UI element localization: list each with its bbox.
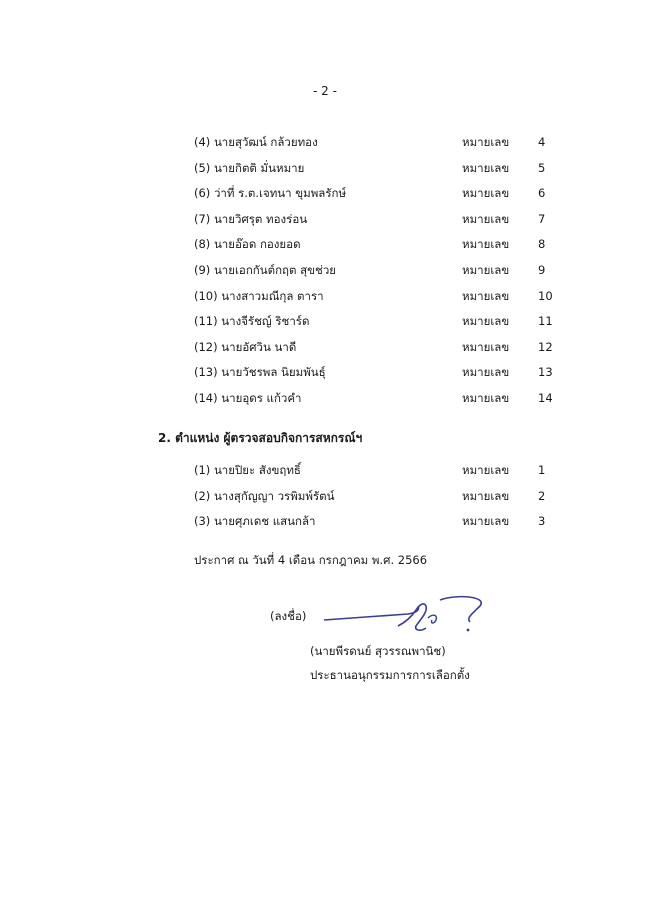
candidate-number: 3	[538, 514, 546, 528]
list-item	[194, 363, 574, 381]
list-item	[194, 210, 574, 228]
candidate-name: (1) นายปิยะ สังขฤทธิ์	[194, 463, 301, 477]
list-item	[194, 287, 574, 305]
candidate-number: 10	[538, 288, 553, 303]
candidate-name: (5) นายกิตติ มั่นหมาย	[194, 160, 305, 175]
candidate-name: (7) นายวิศรุต ทองร่อน	[194, 211, 308, 226]
number-label: หมายเลข	[462, 288, 510, 303]
candidate-number: 11	[538, 314, 553, 329]
announcement-date: ประกาศ ณ วันที่ 4 เดือน กรกฎาคม พ.ศ. 2566	[194, 553, 428, 567]
candidate-number: 9	[538, 263, 546, 277]
list-item	[194, 389, 574, 407]
list-item	[194, 159, 574, 177]
signer-name: (นายพีรดนย์ สุวรรณพานิช)	[310, 644, 446, 658]
number-label: หมายเลข	[462, 135, 510, 149]
section-2-heading: 2. ตำแหน่ง ผู้ตรวจสอบกิจการสหกรณ์ฯ	[158, 431, 363, 445]
candidate-name: (6) ว่าที่ ร.ต.เจทนา ขุมพลรักษ์	[194, 186, 347, 201]
candidate-number: 13	[538, 365, 553, 380]
candidate-name: (11) นางจีรัชญ์ ริชาร์ด	[194, 314, 310, 329]
number-label: หมายเลข	[462, 463, 510, 477]
candidate-name: (8) นายอ๊อด กองยอด	[194, 237, 301, 252]
candidate-number: 4	[538, 135, 546, 149]
number-label: หมายเลข	[462, 365, 510, 380]
number-label: หมายเลข	[462, 160, 510, 175]
candidate-name: (3) นายศุภเดช แสนกล้า	[194, 514, 316, 528]
candidate-number: 14	[538, 391, 553, 405]
list-item	[194, 461, 574, 479]
candidate-number: 2	[538, 488, 546, 503]
list-item	[194, 184, 574, 202]
list-item	[194, 487, 574, 505]
candidate-name: (12) นายอัศวิน นาดี	[194, 339, 297, 354]
candidate-name: (9) นายเอกกันต์กฤต สุขช่วย	[194, 263, 337, 277]
list-item	[194, 133, 574, 151]
list-item	[194, 235, 574, 253]
number-label: หมายเลข	[462, 514, 510, 528]
candidate-name: (14) นายอุดร แก้วคำ	[194, 391, 302, 405]
list-item	[194, 512, 574, 530]
candidate-name: (4) นายสุวัฒน์ กล้วยทอง	[194, 135, 318, 149]
list-item	[194, 338, 574, 356]
number-label: หมายเลข	[462, 314, 510, 329]
candidate-number: 1	[538, 463, 546, 477]
candidate-number: 12	[538, 339, 553, 354]
signature-image	[320, 592, 490, 644]
signer-title: ประธานอนุกรรมการการเลือกตั้ง	[310, 668, 470, 682]
number-label: หมายเลข	[462, 391, 510, 405]
sign-label: (ลงชื่อ)	[270, 609, 307, 623]
number-label: หมายเลข	[462, 339, 510, 354]
candidate-number: 5	[538, 160, 546, 175]
number-label: หมายเลข	[462, 488, 510, 503]
page-number: - 2 -	[313, 84, 337, 98]
candidate-number: 8	[538, 237, 546, 252]
candidate-name: (13) นายวัชรพล นิยมพันธุ์	[194, 365, 326, 380]
list-item	[194, 261, 574, 279]
number-label: หมายเลข	[462, 186, 510, 201]
number-label: หมายเลข	[462, 237, 510, 252]
candidate-name: (10) นางสาวมณีกุล ตารา	[194, 288, 324, 303]
number-label: หมายเลข	[462, 263, 510, 277]
list-item	[194, 312, 574, 330]
candidate-number: 6	[538, 186, 546, 201]
number-label: หมายเลข	[462, 211, 510, 226]
candidate-name: (2) นางสุกัญญา วรพิมพ์รัตน์	[194, 488, 335, 503]
candidate-number: 7	[538, 211, 546, 226]
